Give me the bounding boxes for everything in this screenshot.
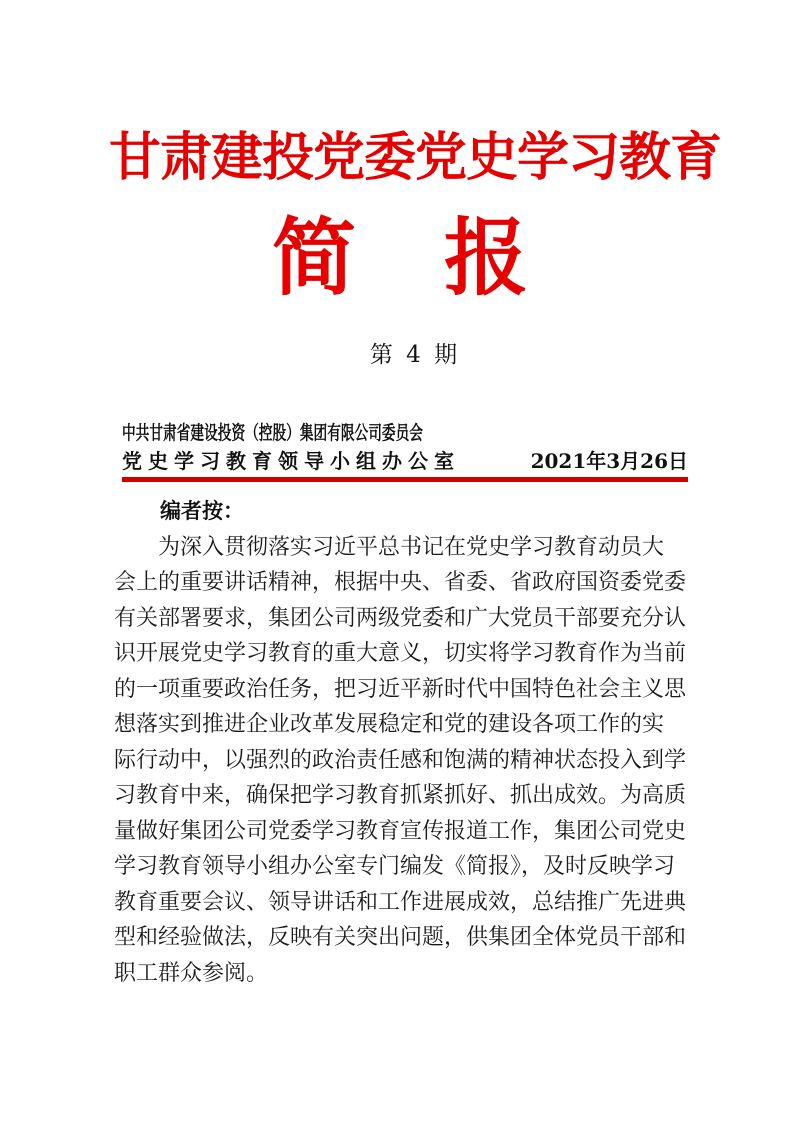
body-text: [114, 494, 700, 991]
subtitle-char-bao: 报: [444, 208, 529, 307]
body-line: 职工群众参阅。: [114, 960, 269, 986]
body-line: 的一项重要政治任务，把习近平新时代中国特色社会主义思: [114, 676, 687, 702]
body-line: 习教育中来，确保把学习教育抓紧抓好、抓出成效。为高质: [114, 783, 687, 808]
masthead-subtitle: [0, 210, 800, 306]
masthead-title: 甘肃建投党委党史学习教育: [108, 129, 721, 187]
editor-note-label: 编者按：: [160, 500, 244, 523]
body-line: 为深入贯彻落实习近平总书记在党史学习教育动员大: [158, 534, 665, 560]
org-name: 中共甘肃省建设投资（控股）集团有限公司委员会: [122, 422, 423, 444]
body-line: 型和经验做法，反映有关突出问题，供集团全体党员干部和: [114, 925, 687, 950]
body-line: 教育重要会议、领导讲话和工作进展成效，总结推广先进典: [114, 889, 687, 915]
body-line: 想落实到推进企业改革发展稳定和党的建设各项工作的实: [114, 712, 665, 737]
issue-number: 第 4 期: [369, 342, 461, 368]
body-line: 学习教育领导小组办公室专门编发《简报》，及时反映学习: [114, 854, 676, 879]
office-date-row: [122, 448, 688, 474]
body-line: 识开展党史学习教育的重大意义，切实将学习教育作为当前: [114, 641, 687, 666]
body-line: 量做好集团公司党委学习教育宣传报道工作，集团公司党史: [114, 818, 687, 844]
office-name: 党史学习教育领导小组办公室: [122, 449, 460, 473]
body-line: 有关部署要求，集团公司两级党委和广大党员干部要充分认: [114, 605, 687, 631]
issue-date: 2021年3月26日: [530, 449, 688, 473]
red-divider-rule: [122, 477, 688, 482]
body-line: 会上的重要讲话精神，根据中央、省委、省政府国资委党委: [114, 570, 687, 595]
subtitle-char-jian: 简: [271, 208, 356, 307]
body-line: 际行动中，以强烈的政治责任感和饱满的精神状态投入到学: [114, 747, 687, 773]
body-lines: [114, 530, 700, 992]
